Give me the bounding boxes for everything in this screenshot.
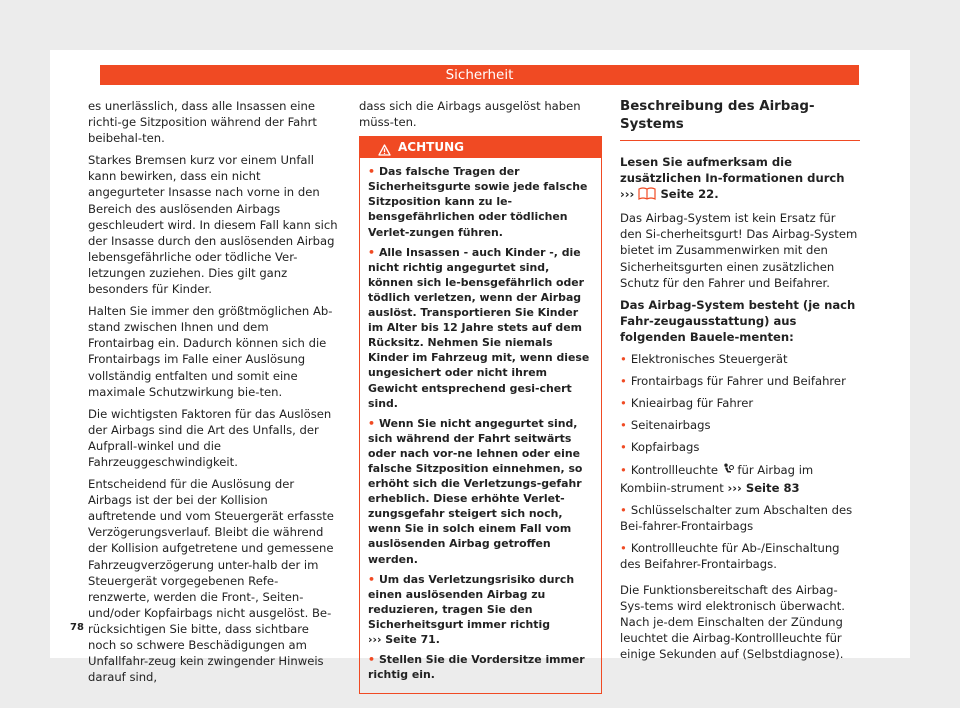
- list-item-text: Knieairbag für Fahrer: [630, 396, 754, 411]
- list-item-text: Schlüsselschalter zum Abschalten des Bei-fahrer-Frontairbags: [620, 502, 853, 533]
- bullet: •: [620, 462, 627, 477]
- bullet: •: [620, 540, 627, 555]
- warning-triangle-icon: [378, 142, 391, 154]
- column-left: [88, 98, 338, 691]
- subheading: Das Airbag-System besteht (je nach Fahr-zeugausstattung) aus folgenden Bauele-menten:: [620, 297, 856, 344]
- warning-item-text: Alle Insassen - auch Kinder -, die nicht richtig angegurtet sind, können sich le-bensgefährlich oder tödlich verletzen, wenn der Airbag auslöst. Transportieren Sie Kinder im Alter bis 12 Jahre stets auf dem Rücksitz. Nehmen Sie niemals Kinder im Fahrzeug mit, wenn diese ungesichert oder nicht ihrem Gewicht entsprechend gesi-chert sind.: [368, 245, 590, 410]
- warning-item-text: Das falsche Tragen der Sicherheitsgurte sowie jede falsche Sitzposition kann zu le-bensgefährlichen oder tödlichen Verlet-zungen führen.: [368, 165, 588, 239]
- list-item-text: Elektronisches Steuergerät: [630, 352, 788, 367]
- paragraph: Das Airbag-System ist kein Ersatz für den Si-cherheitsgurt! Das Airbag-System bietet im Zusammenwirken mit den Sicherheitsgurten einen zusätzlichen Schutz für den Fahrer und Beifahrer.: [620, 211, 858, 290]
- lead-text: Lesen Sie aufmerksam die zusätzlichen In-formationen durch ›››: [620, 155, 845, 202]
- list-item-text: für Airbag im Kombiin-strument: [620, 462, 814, 495]
- warning-item-text: Stellen Sie die Vordersitze immer richtig ein.: [368, 653, 585, 682]
- section-header: Sicherheit: [100, 65, 859, 85]
- list-item: [620, 351, 860, 367]
- warning-item: [368, 652, 593, 682]
- book-icon: [638, 187, 656, 204]
- list-item: [620, 373, 860, 389]
- bullet: •: [368, 416, 375, 430]
- warning-item: [368, 164, 593, 239]
- warning-body: [360, 158, 601, 693]
- paragraph: Halten Sie immer den größtmöglichen Ab-stand zwischen Ihnen und dem Frontairbag ein. Dadurch können sich die Frontairbags im Falle einer Auslösung vollständig entfalten und somit eine maximale Schutzwirkung bie-ten.: [88, 304, 333, 399]
- list-item-text: Kopfairbags: [630, 440, 700, 455]
- bullet: •: [620, 502, 627, 517]
- paragraph: Die Funktionsbereitschaft des Airbag-Sys-tems wird elektronisch überwacht. Nach je-dem Einschalten der Zündung leuchtet die Airbag-Kontrollleuchte für einige Sekunden auf (Selbstdiagnose).: [620, 583, 845, 662]
- paragraph: Entscheidend für die Auslösung der Airbags ist der bei der Kollision auftretende und vom Steuergerät erfasste Verzögerungsverlauf. Bleibt die während der Kollision aufgetretene und gemessene Fahrzeugverzögerung unter-halb der im Steuergerät vorgegebenen Refe-renzwerte, werden die Front-, Seiten- und/oder Kopfairbags nicht ausgelöst. Be-rücksichtigen Sie bitte, dass sichtbare noch so schwere Beschädigungen am Unfallfahr-zeug kein zwingender Hinweis darauf sind,: [88, 477, 334, 685]
- list-item: [620, 439, 860, 455]
- warning-item: [368, 245, 593, 411]
- paragraph: dass sich die Airbags ausgelöst haben müss-ten.: [359, 99, 581, 130]
- page-reference-link[interactable]: Seite 22.: [660, 187, 719, 202]
- bullet: •: [620, 440, 627, 455]
- paragraph: Starkes Bremsen kurz vor einem Unfall kann bewirken, dass ein nicht angegurteter Insasse nach vorne in den Bereich des auslösenden Airbags geschleudert wird. In diesem Fall kann sich der Insasse durch den auslösenden Airbag lebensgefährliche oder tödliche Ver-letzungen zuziehen. Dies gilt ganz besonders für Kinder.: [88, 153, 338, 297]
- list-item: [620, 502, 860, 534]
- warning-item-text: Um das Verletzungsrisiko durch einen auslösenden Airbag zu reduzieren, tragen Sie den Sicherheitsgurt immer richtig: [368, 572, 575, 631]
- bullet: •: [620, 374, 627, 389]
- list-item: [620, 417, 860, 433]
- airbag-person-icon: [722, 463, 734, 480]
- list-item-text: Frontairbags für Fahrer und Beifahrer: [630, 374, 846, 389]
- page-number: 78: [70, 622, 84, 633]
- document-page: [50, 50, 910, 685]
- list-item-text: Kontrollleuchte für Ab-/Einschaltung des Beifahrer-Frontairbags.: [620, 540, 840, 571]
- bullet: •: [368, 572, 375, 586]
- section-title: Beschreibung des Airbag-Systems: [620, 98, 860, 141]
- column-middle: [359, 98, 602, 694]
- list-item: [620, 395, 860, 411]
- column-right: [620, 98, 860, 669]
- warning-title: ACHTUNG: [398, 140, 464, 155]
- warning-box: [359, 136, 602, 694]
- bullet: •: [620, 418, 627, 433]
- list-item: [620, 462, 860, 496]
- warning-item: [368, 416, 593, 567]
- bullet: •: [620, 352, 627, 367]
- warning-item: [368, 572, 593, 647]
- warning-item-text: Wenn Sie nicht angegurtet sind, sich während der Fahrt seitwärts oder nach vor-ne lehnen oder eine falsche Sitzposition einnehmen, so erhöht sich die Verletzungs-gefahr erheblich. Diese erhöhte Verlet-zungsgefahr steigert sich noch, wenn Sie in solch einem Fall vom auslösenden Airbag getroffen werden.: [368, 416, 583, 566]
- bullet: •: [368, 245, 375, 259]
- lead-paragraph: [620, 154, 860, 204]
- warning-header: [360, 137, 601, 158]
- page-reference-link[interactable]: ››› Seite 83: [727, 480, 800, 495]
- bullet: •: [368, 165, 375, 179]
- bullet: •: [620, 396, 627, 411]
- list-item-text: Kontrollleuchte: [630, 462, 719, 477]
- page-reference-link[interactable]: ››› Seite 71.: [368, 633, 440, 646]
- list-item-text: Seitenairbags: [630, 418, 711, 433]
- list-item: [620, 540, 860, 572]
- paragraph: es unerlässlich, dass alle Insassen eine richti-ge Sitzposition während der Fahrt beibehal-ten.: [88, 99, 317, 146]
- bullet: •: [368, 653, 375, 667]
- paragraph: Die wichtigsten Faktoren für das Auslösen der Airbags sind die Art des Unfalls, der Aufprall-winkel und die Fahrzeuggeschwindigkeit.: [88, 406, 332, 469]
